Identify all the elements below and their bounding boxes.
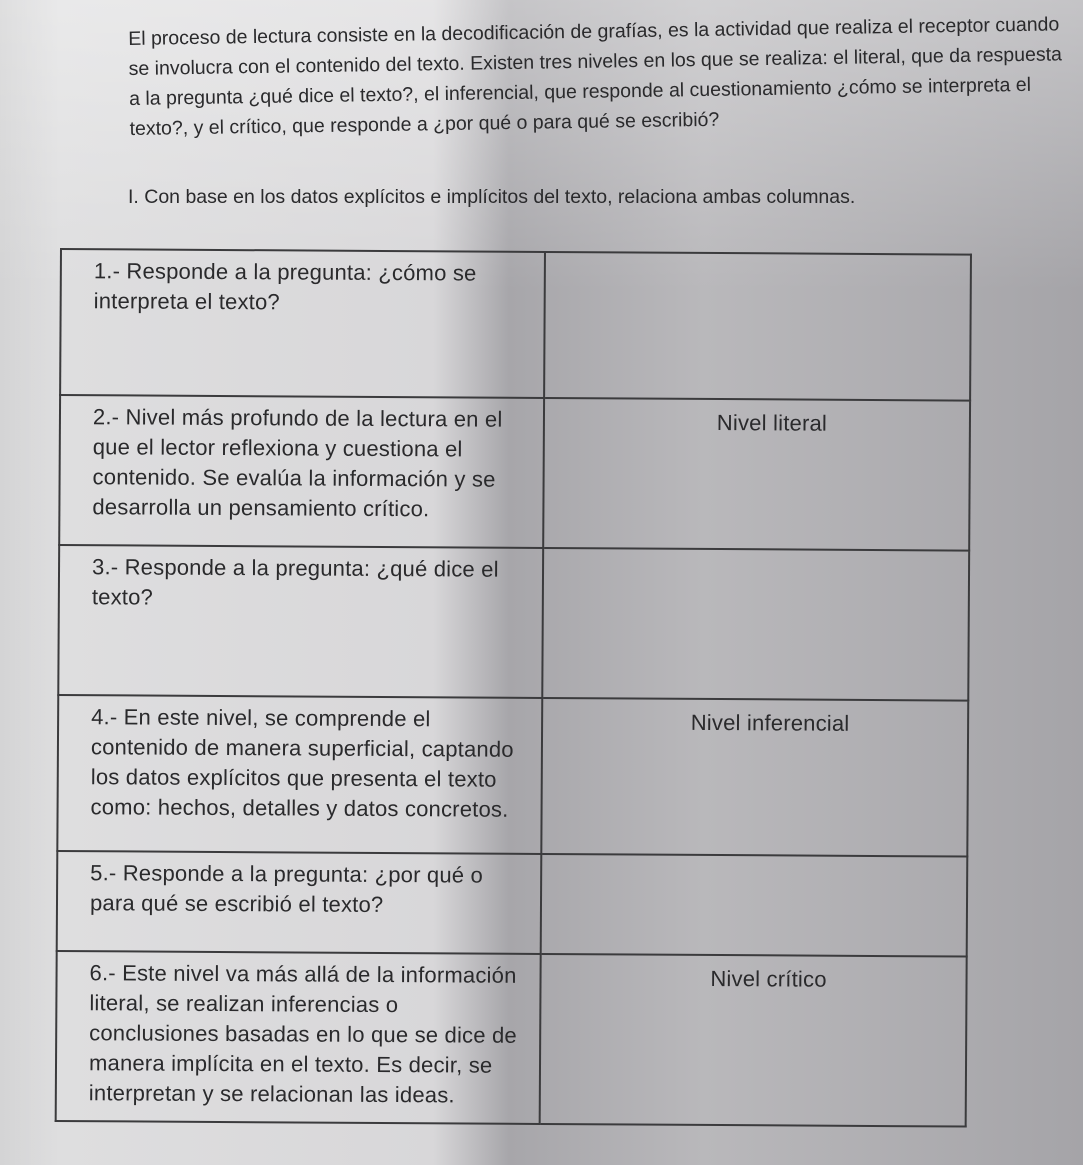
definition-cell-4: 4.- En este nivel, se comprende el contenido de manera superficial, captando los datos explícitos que presenta el texto como: hechos, detalles y datos concretos. (57, 695, 542, 854)
level-cell-1[interactable] (544, 252, 971, 401)
level-label (552, 863, 956, 865)
level-label: Nivel inferencial (690, 709, 850, 736)
definition-cell-2: 2.- Nivel más profundo de la lectura en el que el lector reflexiona y cuestiona el contenido. Se evalúa la información y se desarrolla un pensamiento crítico. (59, 395, 544, 548)
table-row (58, 545, 969, 701)
table-row (59, 395, 970, 551)
level-cell-4[interactable] (541, 698, 968, 857)
table-row (57, 851, 968, 957)
matching-table (55, 248, 972, 1128)
definition-cell-6: 6.- Este nivel va más allá de la información literal, se realizan inferencias o conclusiones basadas en lo que se dice de manera implícita en el texto. Es decir, se interpretan y se relacionan las ideas. (56, 951, 541, 1124)
level-cell-3[interactable] (542, 548, 969, 701)
level-cell-6[interactable] (540, 954, 967, 1127)
table-row (60, 249, 971, 401)
intro-paragraph: El proceso de lectura consiste en la decodificación de grafías, es la actividad que realiza el receptor cuando se involucra con el contenido del texto. Existen tres niveles en los que se realiza: el literal, que da respuesta a la pregunta ¿qué dice el texto?, el inferencial, que responde al cuestionamiento ¿cómo se interpreta el texto?, y el crítico, que responde a ¿por qué o para qué se escribió? (128, 13, 1063, 140)
level-label (556, 261, 960, 263)
page-shadow (0, 0, 60, 1165)
definition-cell-5: 5.- Responde a la pregunta: ¿por qué o para qué se escribió el texto? (57, 851, 542, 954)
level-cell-2[interactable] (543, 398, 970, 551)
instruction-text: I. Con base en los datos explícitos e implícitos del texto, relaciona ambas columnas. (128, 186, 856, 208)
definition-cell-1: 1.- Responde a la pregunta: ¿cómo se interpreta el texto? (60, 249, 545, 398)
level-label: Nivel crítico (710, 965, 827, 992)
definition-cell-3: 3.- Responde a la pregunta: ¿qué dice el texto? (58, 545, 543, 698)
level-cell-5[interactable] (541, 854, 968, 957)
table-row (57, 695, 968, 857)
level-label: Nivel literal (716, 410, 828, 436)
table-row (56, 951, 967, 1127)
level-label (554, 557, 958, 559)
